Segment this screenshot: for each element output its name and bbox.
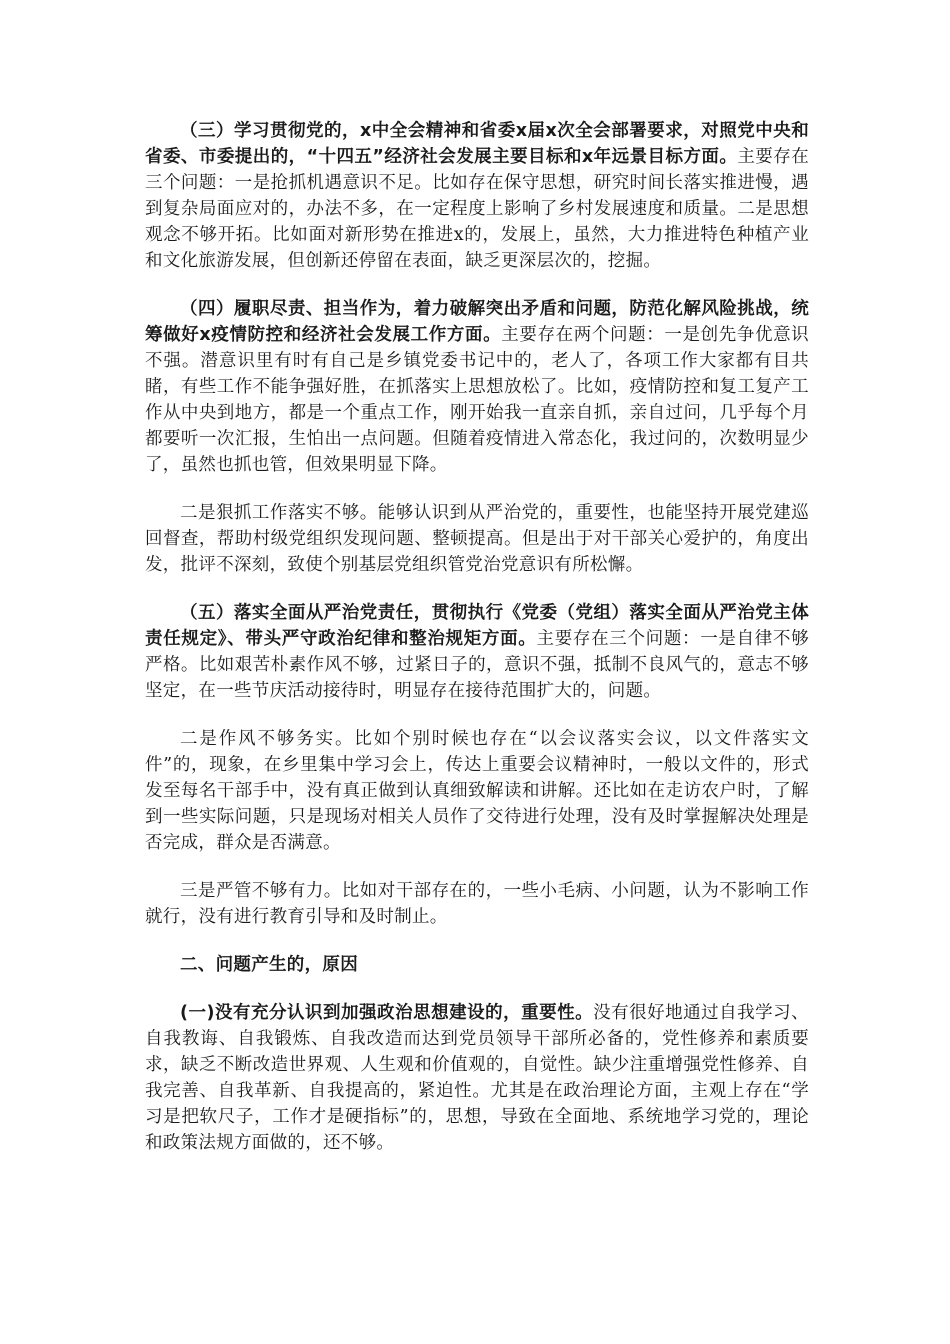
paragraph-body: 二是作风不够务实。比如个别时候也存在“以会议落实会议，以文件落实文件”的，现象，在乡里集中学习会上，传达上重要会议精神时，一般以文件的，形式发至每名干部手中，没有真正做到认真细致解读和讲解。还比如在走访农户时，了解到一些实际问题，只是现场对相关人员作了交待进行处理，没有及时掌握解决处理是否完成，群众是否满意。 (145, 729, 809, 853)
document-page (145, 118, 809, 1178)
paragraph-4-second (145, 500, 809, 578)
paragraph-5-third (145, 878, 809, 930)
paragraph-heading: （五）落实全面从严治党责任，贯彻执行《党委（党组）落实全面从严治党主体责任规定》、带头严守政治纪律和整治规矩方面。 (145, 603, 809, 649)
paragraph-body: 主要存在三个问题：一是自律不够严格。比如艰苦朴素作风不够，过紧日子的，意识不强，抵制不良风气的，意志不够坚定，在一些节庆活动接待时，明显存在接待范围扩大的，问题。 (145, 629, 809, 701)
paragraph-heading: (一)没有充分认识到加强政治思想建设的，重要性。 (180, 1003, 594, 1023)
paragraph-4 (145, 296, 809, 478)
paragraph-body: 三是严管不够有力。比如对干部存在的，一些小毛病、小问题，认为不影响工作就行，没有进行教育引导和及时制止。 (145, 881, 809, 927)
paragraph-heading: （三）学习贯彻党的，x中全会精神和省委x届x次全会部署要求，对照党中央和省委、市委提出的，“十四五”经济社会发展主要目标和x年远景目标方面。 (145, 121, 809, 167)
paragraph-body: 没有很好地通过自我学习、自我教诲、自我锻炼、自我改造而达到党员领导干部所必备的，党性修养和素质要求，缺乏不断改造世界观、人生观和价值观的，自觉性。缺少注重增强党性修养、自我完善、自我革新、自我提高的，紧迫性。尤其是在政治理论方面，主观上存在“学习是把软尺子，工作才是硬指标”的，思想，导致在全面地、系统地学习党的，理论和政策法规方面做的，还不够。 (145, 1003, 809, 1153)
paragraph-5 (145, 600, 809, 704)
section-heading: 二、问题产生的，原因 (180, 955, 358, 975)
paragraph-cause-1 (145, 1000, 809, 1156)
paragraph-heading: （四）履职尽责、担当作为，着力破解突出矛盾和问题，防范化解风险挑战，统筹做好x疫情防控和经济社会发展工作方面。 (145, 299, 809, 345)
paragraph-body: 二是狠抓工作落实不够。能够认识到从严治党的，重要性，也能坚持开展党建巡回督查，帮助村级党组织发现问题、整顿提高。但是出于对干部关心爱护的，角度出发，批评不深刻，致使个别基层党组织管党治党意识有所松懈。 (145, 503, 809, 575)
paragraph-body: 主要存在两个问题：一是创先争优意识不强。潜意识里有时有自己是乡镇党委书记中的，老人了，各项工作大家都有目共睹，有些工作不能争强好胜，在抓落实上思想放松了。比如，疫情防控和复工复产工作从中央到地方，都是一个重点工作，刚开始我一直亲自抓，亲自过问，几乎每个月都要听一次汇报，生怕出一点问题。但随着疫情进入常态化，我过问的，次数明显少了，虽然也抓也管，但效果明显下降。 (145, 325, 809, 475)
paragraph-body: 主要存在三个问题：一是抢抓机遇意识不足。比如存在保守思想，研究时间长落实推进慢，遇到复杂局面应对的，办法不多，在一定程度上影响了乡村发展速度和质量。二是思想观念不够开拓。比如面对新形势在推进x的，发展上，虽然，大力推进特色种植产业和文化旅游发展，但创新还停留在表面，缺乏更深层次的，挖掘。 (145, 147, 809, 271)
paragraph-3 (145, 118, 809, 274)
paragraph-5-second (145, 726, 809, 856)
